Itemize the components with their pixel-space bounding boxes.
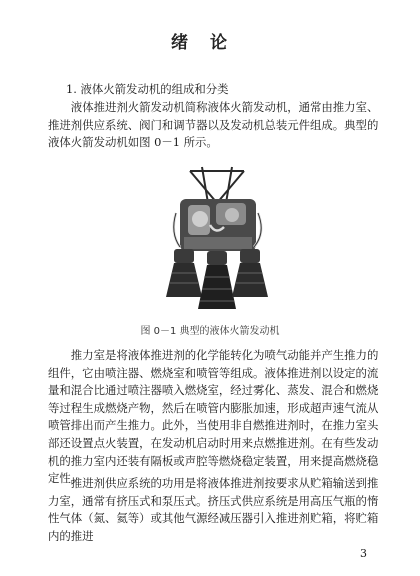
paragraph-2: 推力室是将液体推进剂的化学能转化为喷气动能并产生推力的组件，它由喷注器、燃烧室和喷管等组成。液体推进剂以设定的流量和混合比通过喷注器喷入燃烧室，经过雾化、蒸发、混合和燃烧等过程生成燃烧产物，然后在喷管内膨胀加速，形成超声速气流从喷管排出而产生推力。此外，当使用非自燃推进剂时，在推力室头部还设置点火装置，在发动机启动时用来点燃推进剂。在有些发动机的推力室内还装有隔板或声腔等燃烧稳定装置，用来提高燃烧稳定性。	[48, 348, 379, 486]
rocket-engine-figure	[150, 163, 284, 313]
chapter-title: 绪论	[171, 33, 249, 53]
rocket-engine-illustration	[150, 163, 284, 313]
page-number: 3	[360, 547, 367, 560]
paragraph-3: 推进剂供应系统的功用是将液体推进剂按要求从贮箱输送到推力室，通常有挤压式和泵压式。挤压式供应系统是用高压气瓶的惰性气体（氮、氦等）或其他气源经减压器引入推进剂贮箱，将贮箱内的推进	[48, 476, 379, 543]
section-heading: 1. 液体火箭发动机的组成和分类	[66, 82, 229, 96]
paragraph-1: 液体推进剂火箭发动机简称液体火箭发动机，通常由推力室、推进剂供应系统、阀门和调节器以及发动机总装元件组成。典型的液体火箭发动机如图 0－1 所示。	[48, 100, 379, 150]
figure-caption: 图 0－1 典型的液体火箭发动机	[140, 326, 280, 337]
